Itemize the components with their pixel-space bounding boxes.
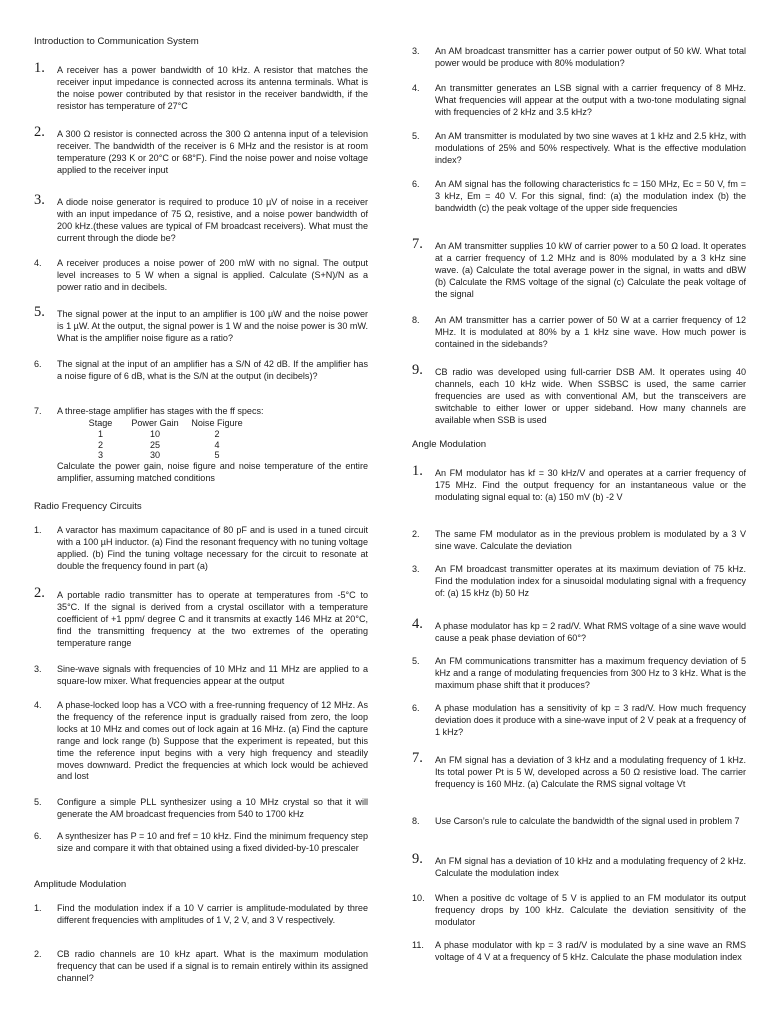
- angle-problem-3: [412, 564, 746, 600]
- angle-problem-9: [412, 851, 746, 880]
- problem-text: A 300 Ω resistor is connected across the 300 Ω antenna input of a television receiver. The bandwidth of the receiver is 6 MHz and the resistor is at room temperature (293 K or 20°C or 68°F). Find the noise power and noise voltage applied to the receiver input: [57, 129, 368, 175]
- table-header: Power Gain: [131, 417, 179, 428]
- problem-text: Find the modulation index if a 10 V carrier is amplitude-modulated by three different frequencies with amplitudes of 1 V, 2 V, and 3 V respectively.: [57, 903, 368, 925]
- angle-problem-10: [412, 893, 746, 929]
- problem-text: A receiver has a power bandwidth of 10 kHz. A resistor that matches the receiver input impedance is connected across its antenna terminals. What is the noise power contributed by that resistor in the receiver bandwidth, if the resistor has temperature of 27°C: [57, 65, 368, 111]
- problem-text: An FM communications transmitter has a maximum frequency deviation of 5 kHz and a range of modulating frequencies from 300 Hz to 3 kHz. What is the maximum phase shift that it produces?: [435, 656, 746, 690]
- problem-text: A phase modulator with kp = 3 rad/V is modulated by a sine wave an RMS voltage of 4 V at a frequency of 5 kHz. Calculate the phase modulation index: [435, 940, 746, 962]
- problem-text: An FM broadcast transmitter operates at its maximum deviation of 75 kHz. Find the modulation index for a sinusoidal modulating signal with a frequency of: (a) 15 kHz (b) 50 Hz: [435, 564, 746, 598]
- intro-problem-4: [34, 258, 368, 294]
- table-header: Noise Figure: [191, 417, 243, 428]
- table-cell: 30: [149, 450, 161, 461]
- problem-number: 5.: [34, 304, 45, 320]
- problem-number: 6.: [412, 179, 420, 189]
- table-cell: 2: [214, 428, 220, 439]
- intro-problem-1: [34, 60, 368, 113]
- problem-text: Configure a simple PLL synthesizer using a 10 MHz crystal so that it will generate the AM broadcast frequencies from 540 to 1700 kHz: [57, 797, 368, 819]
- problem-text: An AM transmitter has a carrier power of 50 W at a carrier frequency of 12 MHz. It is modulated at 80% by a 1 kHz sine wave. How much power is contained in the sidebands?: [435, 315, 746, 349]
- am-problem-2: [34, 949, 368, 985]
- problem-text: A varactor has maximum capacitance of 80 pF and is used in a tuned circuit with a 100 µH inductor. (a) Find the resonant frequency with no tuning voltage applied. (b) Find the tuning voltage necessary for the circuit to resonate at double the frequency found in part (a): [57, 525, 368, 571]
- problem-number: 5.: [412, 656, 420, 666]
- rf-problem-1: [34, 525, 368, 573]
- problem-text: An transmitter generates an LSB signal with a carrier frequency of 8 MHz. What frequencies will appear at the output with a two-tone modulating signal with frequencies of 2 kHz and 3.5 kHz?: [435, 83, 746, 117]
- problem-number: 2.: [34, 585, 45, 601]
- problem-number: 4.: [412, 83, 420, 93]
- table-cell: 4: [214, 439, 220, 450]
- problem-text: An FM signal has a deviation of 10 kHz and a modulating frequency of 2 kHz. Calculate the modulation index: [435, 856, 746, 878]
- problem-text: A receiver produces a noise power of 200 mW with no signal. The output level increases to 5 W when a signal is applied. Calculate (S+N)/N as a power ratio and in decibels.: [57, 258, 368, 292]
- problem-number: 2.: [34, 124, 45, 140]
- am-problem-9: [412, 362, 746, 427]
- problem-text: CB radio channels are 10 kHz apart. What is the maximum modulation frequency that can be used if a signal is to remain entirely within its assigned channel?: [57, 949, 368, 983]
- problem-text: An AM broadcast transmitter has a carrier power output of 50 kW. What total power would be produce with 80% modulation?: [435, 46, 746, 68]
- table-row: [78, 450, 247, 461]
- problem-number: 2.: [412, 529, 420, 539]
- problem-text: A phase modulator has kp = 2 rad/V. What RMS voltage of a sine wave would cause a peak phase deviation of 60°?: [435, 621, 746, 643]
- table-cell: 10: [149, 428, 161, 439]
- problem-number: 9.: [412, 362, 423, 378]
- table-cell: 2: [97, 439, 104, 450]
- am-problem-4: [412, 83, 746, 119]
- problem-number: 7.: [412, 236, 423, 252]
- table-row: [78, 440, 247, 451]
- problem-text: The signal power at the input to an amplifier is 100 µW and the noise power is 1 µW. At the output, the signal power is 1 W and the noise power is 30 mW. What is the amplifier noise figure as a ratio?: [57, 309, 368, 343]
- problem-number: 6.: [34, 831, 42, 841]
- problem-text: Use Carson’s rule to calculate the bandwidth of the signal used in problem 7: [435, 816, 740, 826]
- problem-number: 6.: [412, 703, 420, 713]
- problem-text-continued: Calculate the power gain, noise figure and noise temperature of the entire amplifier, assuming matched conditions: [57, 461, 368, 483]
- am-problem-6: [412, 179, 746, 215]
- problem-text: A phase-locked loop has a VCO with a free-running frequency of 12 MHz. As the frequency of the reference input is gradually raised from zero, the loop locks at 10 MHz and comes out of lock again at 16 MHz. (a) Find the capture range and lock range (b) Suppose that the experiment is repeated, but this time the reference input begins with a very high frequency and steadily moves downward. Predict the frequencies at which lock would be achieved and lost: [57, 700, 368, 782]
- angle-problem-11: [412, 940, 746, 964]
- rf-problem-6: [34, 831, 368, 855]
- problem-text: When a positive dc voltage of 5 V is applied to an FM modulator its output frequency drops by 100 kHz. Calculate the deviation sensitivity of the modulator: [435, 893, 746, 927]
- intro-problem-7: [34, 406, 368, 485]
- section-title-am: Amplitude Modulation: [34, 879, 127, 890]
- angle-problem-4: [412, 616, 746, 645]
- angle-problem-2: [412, 529, 746, 553]
- problem-number: 6.: [34, 359, 42, 369]
- problem-text: CB radio was developed using full-carrier DSB AM. It operates using 40 channels, each 10 kHz wide. When SSBSC is used, the same carrier frequencies are used as with conventional AM, but the transceivers are switchable to either lower or upper sideband. How many channels are available when SSB is used: [435, 367, 746, 425]
- problem-text: An AM transmitter is modulated by two sine waves at 1 kHz and 2.5 kHz, with modulations of 25% and 50% respectively. What is the effective modulation index?: [435, 131, 746, 165]
- problem-number: 11.: [412, 940, 424, 950]
- angle-problem-7: [412, 750, 746, 791]
- problem-number: 3.: [412, 564, 420, 574]
- problem-number: 4.: [412, 616, 423, 632]
- problem-number: 2.: [34, 949, 42, 959]
- problem-text: A synthesizer has P = 10 and fref = 10 kHz. Find the minimum frequency step size and compare it with that obtained using a fixed divided-by-10 prescaler: [57, 831, 368, 853]
- table-cell: 5: [214, 450, 220, 461]
- intro-problem-5: [34, 304, 368, 345]
- problem-number: 3.: [412, 46, 420, 56]
- problem-number: 3.: [34, 192, 45, 208]
- table-row: [78, 429, 247, 440]
- problem-text: A portable radio transmitter has to operate at temperatures from -5°C to 35°C. If the signal is derived from a crystal oscillator with a temperature coefficient of +1 ppm/ degree C and it transmits at exactly 146 MHz at 20°C, find the transmitting frequency at the two extremes of the operating temperature range: [57, 590, 368, 648]
- am-problem-8: [412, 315, 746, 351]
- problem-text: An AM signal has the following characteristics fc = 150 MHz, Ec = 50 V, fm = 3 kHz, Em = 40 V. For this signal, find: (a) the modulation index (b) the bandwidth (c) the peak voltage of the upper side frequencies: [435, 179, 746, 213]
- problem-text: A three-stage amplifier has stages with the ff specs:: [57, 406, 264, 416]
- am-problem-3: [412, 46, 746, 70]
- rf-problem-5: [34, 797, 368, 821]
- problem-number: 4.: [34, 700, 42, 710]
- problem-text: Sine-wave signals with frequencies of 10 MHz and 11 MHz are applied to a square-low mixer. What frequencies appear at the output: [57, 664, 368, 686]
- problem-number: 5.: [412, 131, 420, 141]
- angle-problem-5: [412, 656, 746, 692]
- problem-text: An FM modulator has kf = 30 kHz/V and operates at a carrier frequency of 175 MHz. Find the output frequency for an instantaneous value or the modulating signal equal to: (a) 150 mV (b) -2 V: [435, 468, 746, 502]
- am-problem-7: [412, 236, 746, 301]
- am-problem-5: [412, 131, 746, 167]
- problem-text: The same FM modulator as in the previous problem is modulated by a 3 V sine wave. Calculate the deviation: [435, 529, 746, 551]
- problem-number: 8.: [412, 315, 420, 325]
- section-title-angle: Angle Modulation: [412, 439, 487, 450]
- problem-number: 1.: [34, 903, 42, 913]
- table-cell: 1: [97, 428, 104, 439]
- table-cell: 25: [149, 439, 161, 450]
- angle-problem-6: [412, 703, 746, 739]
- problem-text: A diode noise generator is required to produce 10 µV of noise in a receiver with an input impedance of 75 Ω, resistive, and a noise power bandwidth of 200 kHz.(these values are typical of FM broadcast receivers). What must the current through the diode be?: [57, 197, 368, 243]
- intro-problem-2: [34, 124, 368, 177]
- rf-problem-2: [34, 585, 368, 650]
- table-header-row: [78, 418, 247, 429]
- intro-problem-3: [34, 192, 368, 245]
- problem-number: 10.: [412, 893, 425, 903]
- section-title-rf: Radio Frequency Circuits: [34, 501, 142, 512]
- amplifier-stage-table: [78, 418, 247, 461]
- table-cell: 3: [97, 450, 104, 461]
- angle-problem-8: [412, 816, 746, 828]
- table-header: Stage: [88, 417, 113, 428]
- problem-number: 9.: [412, 851, 423, 867]
- rf-problem-3: [34, 664, 368, 688]
- angle-problem-1: [412, 463, 746, 504]
- problem-number: 1.: [34, 525, 42, 535]
- problem-text: A phase modulation has a sensitivity of kp = 3 rad/V. How much frequency deviation does it produce with a sine-wave input of 2 V peak at a frequency of 1 kHz?: [435, 703, 746, 737]
- problem-number: 7.: [34, 406, 42, 416]
- problem-text: An AM transmitter supplies 10 kW of carrier power to a 50 Ω load. It operates at a carrier frequency of 1.2 MHz and is 80% modulated by a 3 kHz sine wave. (a) Calculate the total average power in the signal, in watts and dBW (b) Calculate the RMS voltage of the signal (c) Calculate the peak voltage of the signal: [435, 241, 746, 299]
- problem-number: 3.: [34, 664, 42, 674]
- problem-number: 4.: [34, 258, 42, 268]
- am-problem-1: [34, 903, 368, 927]
- problem-text: The signal at the input of an amplifier has a S/N of 42 dB. If the amplifier has a noise figure of 6 dB, what is the S/N at the output (in decibels)?: [57, 359, 368, 381]
- section-title-intro: Introduction to Communication System: [34, 36, 199, 47]
- problem-text: An FM signal has a deviation of 3 kHz and a modulating frequency of 1 kHz. Its total power Pt is 5 W, developed across a 50 Ω resistive load. The carrier frequency is 160 MHz. (a) Calculate the RMS signal voltage Vt: [435, 755, 746, 789]
- problem-number: 1.: [34, 60, 45, 76]
- intro-problem-6: [34, 359, 368, 383]
- problem-number: 1.: [412, 463, 423, 479]
- problem-number: 5.: [34, 797, 42, 807]
- rf-problem-4: [34, 700, 368, 783]
- problem-number: 7.: [412, 750, 423, 766]
- problem-number: 8.: [412, 816, 420, 826]
